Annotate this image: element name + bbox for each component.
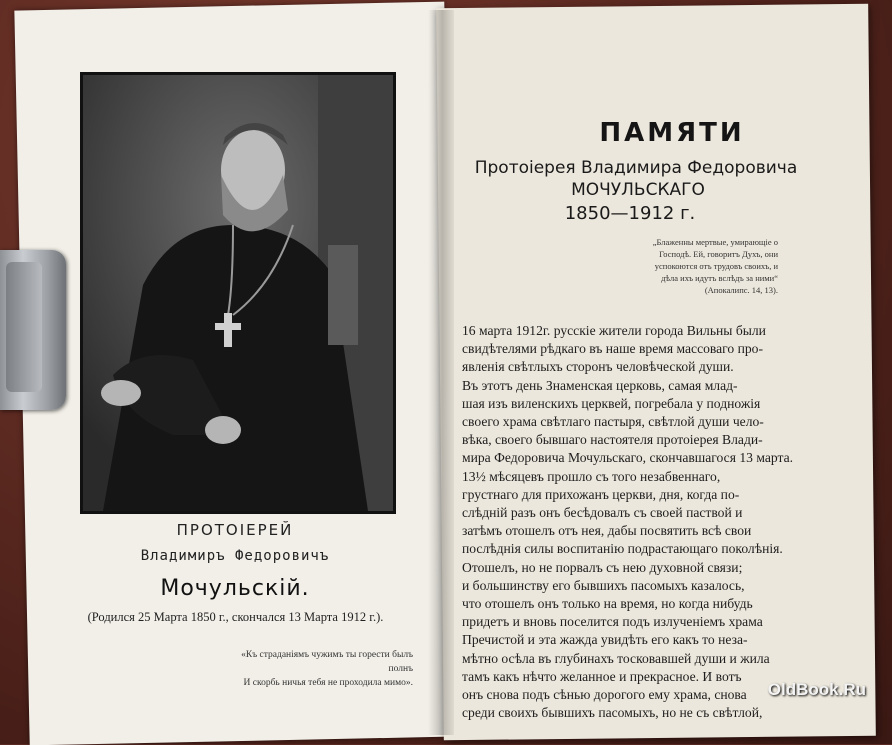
- portrait-photo: [80, 72, 396, 514]
- left-epigraph-line: полнъ: [388, 664, 413, 674]
- body-line: онъ снова подъ сѣнью дорогого ему храма, снова: [462, 687, 747, 703]
- body-text: [462, 322, 827, 722]
- portrait-caption-dates: (Родился 25 Марта 1850 г., скончался 13 Марта 1912 г.).: [87, 610, 384, 624]
- portrait-caption-names: Владимиръ Федоровичъ: [140, 548, 330, 564]
- portrait-caption-rank: ПРОТОIЕРЕЙ: [176, 521, 294, 539]
- body-line: придетъ и вновь поселится подъ излученіемъ храма: [462, 614, 763, 630]
- left-epigraph: [208, 648, 413, 690]
- portrait-caption-surname: Мочульскій.: [160, 576, 310, 601]
- body-line: что отошелъ онъ только на время, но когда нибудь: [462, 596, 753, 612]
- book-gutter: [428, 10, 454, 735]
- portrait-figure: [83, 75, 393, 511]
- body-line: своего храма свѣтлаго пастыря, свѣтлой души чело-: [462, 414, 764, 430]
- left-epigraph-line: И скорбь ничья тебя не проходила мимо».: [243, 678, 413, 688]
- body-line: 16 марта 1912г. русскіе жители города Вильны были: [462, 323, 766, 338]
- right-epigraph-line: „Блаженны мертвые, умирающіе о: [652, 237, 778, 247]
- page-subtitle-2: МОЧУЛЬСКАГО: [571, 180, 705, 200]
- body-line: Пречистой и эта жажда увидѣть его какъ то неза-: [462, 632, 748, 648]
- body-line: затѣмъ отошелъ отъ нея, дабы посвятить всѣ свои: [462, 523, 752, 539]
- right-epigraph-line: успокоются отъ трудовъ своихъ, и: [654, 261, 778, 271]
- body-line: Отошелъ, но не порвалъ съ нею духовной связи;: [462, 559, 743, 575]
- right-epigraph: [638, 236, 778, 296]
- body-line: тамъ какъ нѣчто желанное и прекрасное. И вотъ: [462, 668, 742, 684]
- body-line: мира Федоровича Мочульскаго, скончавшагося 13 марта.: [462, 450, 794, 466]
- body-line: Въ этотъ день Знаменская церковь, самая млад-: [462, 377, 738, 393]
- body-line: слѣдній разъ онъ бесѣдовалъ съ своей паствой и: [462, 505, 743, 521]
- body-line: среди своихъ бывшихъ пасомыхъ, но не съ свѣтлой,: [462, 705, 763, 721]
- page-years: 1850—1912 г.: [564, 203, 696, 224]
- body-line: явленія свѣтлыхъ сторонъ человѣческой души.: [462, 359, 734, 375]
- watermark: OldBook.Ru: [767, 680, 866, 699]
- page-title: ПАМЯТИ: [599, 118, 745, 148]
- body-line: послѣднія силы воспитанію подрастающаго поколѣнія.: [462, 541, 783, 557]
- body-line: грустнаго для прихожанъ церкви, дня, когда по-: [462, 486, 740, 502]
- right-epigraph-line: дѣла ихъ идутъ вслѣдъ за ними“: [661, 273, 778, 283]
- page-subtitle-1: Протоіерея Владимира Федоровича: [474, 158, 798, 178]
- camera-body-panel: [6, 262, 42, 392]
- body-line: свидѣтелями рѣдкаго въ наше время массоваго про-: [462, 341, 763, 357]
- body-line: мѣтно осѣла въ глубинахъ тосковавшей души и жила: [462, 650, 770, 666]
- right-epigraph-line: Господѣ. Ей, говоритъ Духъ, они: [659, 249, 778, 259]
- right-epigraph-line: (Апокалипс. 14, 13).: [704, 285, 778, 295]
- body-line: и большинству его бывшихъ пасомыхъ казалось,: [462, 577, 745, 593]
- camera-device: [0, 250, 66, 410]
- body-line: вѣка, своего бывшаго настоятеля протоіерея Влади-: [462, 432, 763, 448]
- body-line: 13½ мѣсяцевъ прошло съ того незабвеннаго,: [462, 468, 721, 484]
- body-line: шая изъ виленскихъ церквей, погребала у подножія: [462, 395, 761, 411]
- left-epigraph-line: «Къ страданіямъ чужимъ ты горести былъ: [241, 650, 413, 660]
